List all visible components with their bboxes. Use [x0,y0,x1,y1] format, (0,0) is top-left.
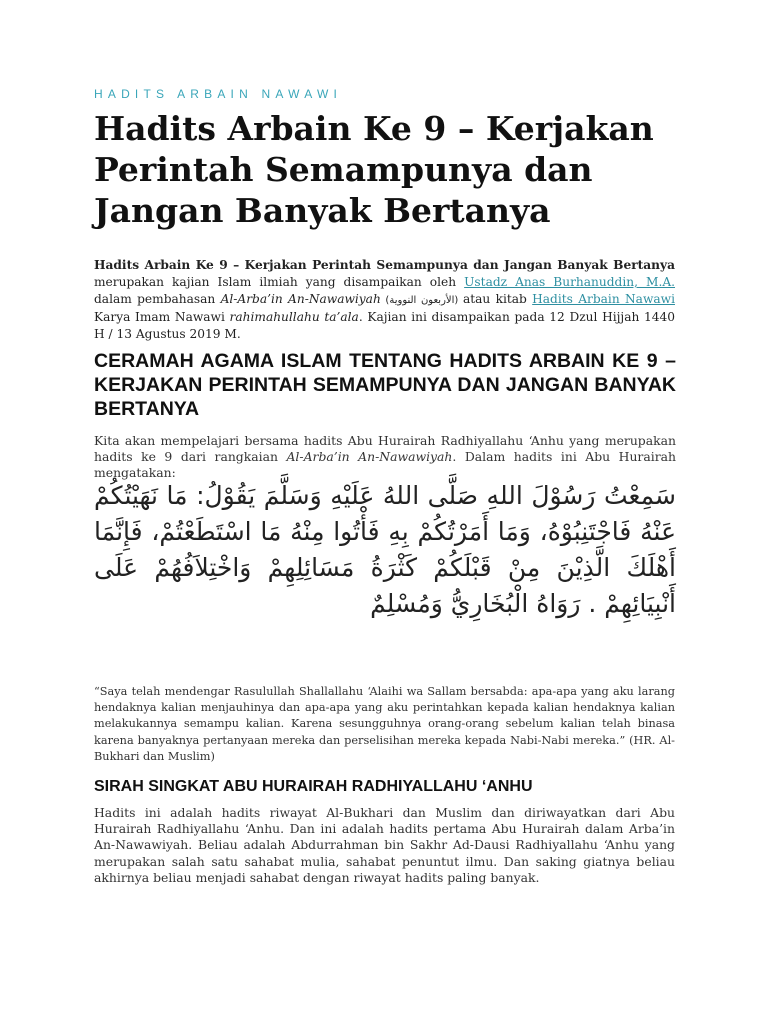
intro-paragraph [94,257,675,343]
paragraph-italic: Al-Arba’in An-Nawawiyah [286,449,453,464]
intro-text: merupakan kajian Islam ilmiah yang disampaikan oleh [94,275,465,289]
paragraph-text: Kita akan mempelajari bersama hadits Abu Hurairah Radhiyallahu ‘Anhu yang merupakan hadits ke 9 dari rangkaian [94,433,676,464]
arabic-hadith-text: سَمِعْتُ رَسُوْلَ اللهِ صَلَّى اللهُ عَلَيْهِ وَسَلَّمَ يَقُوْلُ: مَا نَهَيْتُكُمْ عَنْهُ فَاجْتَنِبُوْهُ، وَمَا أَمَرْتُكُمْ بِهِ فَأْتُوا مِنْهُ مَا اسْتَطَعْتُمْ، فَإِنَّمَا أَهْلَكَ الَّذِيْنَ مِنْ قَبْلَكُمْ كَثْرَةُ مَسَائِلِهِمْ وَاخْتِلاَفُهُمْ عَلَى أَنْبِيَائِهِمْ . رَوَاهُ الْبُخَارِيُّ وَمُسْلِمٌ [94,481,676,618]
section-paragraph [94,433,676,481]
section-heading-sirah: SIRAH SINGKAT ABU HURAIRAH RADHIYALLAHU ‘ANHU [94,778,533,795]
intro-text: atau kitab [462,292,533,306]
rahimahullah-italic: rahimahullahu ta’ala [229,310,359,324]
ustadz-link[interactable]: Ustadz Anas Burhanuddin, M.A. [464,275,675,289]
section-heading-ceramah: CERAMAH AGAMA ISLAM TENTANG HADITS ARBAIN KE 9 – KERJAKAN PERINTAH SEMAMPUNYA DAN JANGAN BANYAK BERTANYA [94,350,676,420]
sirah-paragraph: Hadits ini adalah hadits riwayat Al-Bukhari dan Muslim dan diriwayatkan dari Abu Hurairah Radhiyallahu ‘Anhu. Dan ini adalah hadits pertama Abu Hurairah dalam Arba’in An-Nawawiyah. Beliau adalah Abdurrahman bin Sakhr Ad-Dausi Radhiyallahu ‘Anhu yang merupakan salah satu sahabat mulia, sahabat penuntut ilmu. Dan saking giatnya beliau akhirnya beliau menjadi sahabat dengan riwayat hadits paling banyak. [94,805,675,885]
paragraph-text: . Dalam hadits ini Abu Hurairah mengatakan: [94,449,676,480]
hadith-translation-quote: “Saya telah mendengar Rasulullah Shallallahu ‘Alaihi wa Sallam bersabda: apa-apa yang aku larang hendaknya kalian menjauhinya dan apa-apa yang aku perintahkan kepada kalian hendaknya kalian melakukannya semampu kalian. Karena sesungguhnya orang-orang sebelum kalian telah binasa karena banyaknya pertanyaan mereka dan perselisihan mereka kepada Nabi-Nabi mereka.” (HR. Al-Bukhari dan Muslim) [94,685,675,763]
intro-text: dalam pembahasan [94,292,221,306]
intro-text: . Kajian ini disampaikan pada 12 Dzul Hijjah 1440 H / 13 Agustus 2019 M. [94,310,676,341]
book-title-italic: Al-Arba’in An-Nawawiyah [220,292,381,306]
hadits-arbain-link[interactable]: Hadits Arbain Nawawi [532,292,675,306]
category-label[interactable]: HADITS ARBAIN NAWAWI [94,87,343,101]
intro-text: Karya Imam Nawawi [94,310,230,324]
intro-bold-title: Hadits Arbain Ke 9 – Kerjakan Perintah Semampunya dan Jangan Banyak Bertanya [94,258,675,272]
book-title-arabic: (الأربعون النووية) [380,295,463,306]
article-title: Hadits Arbain Ke 9 – Kerjakan Perintah Semampunya dan Jangan Banyak Bertanya [94,109,654,230]
